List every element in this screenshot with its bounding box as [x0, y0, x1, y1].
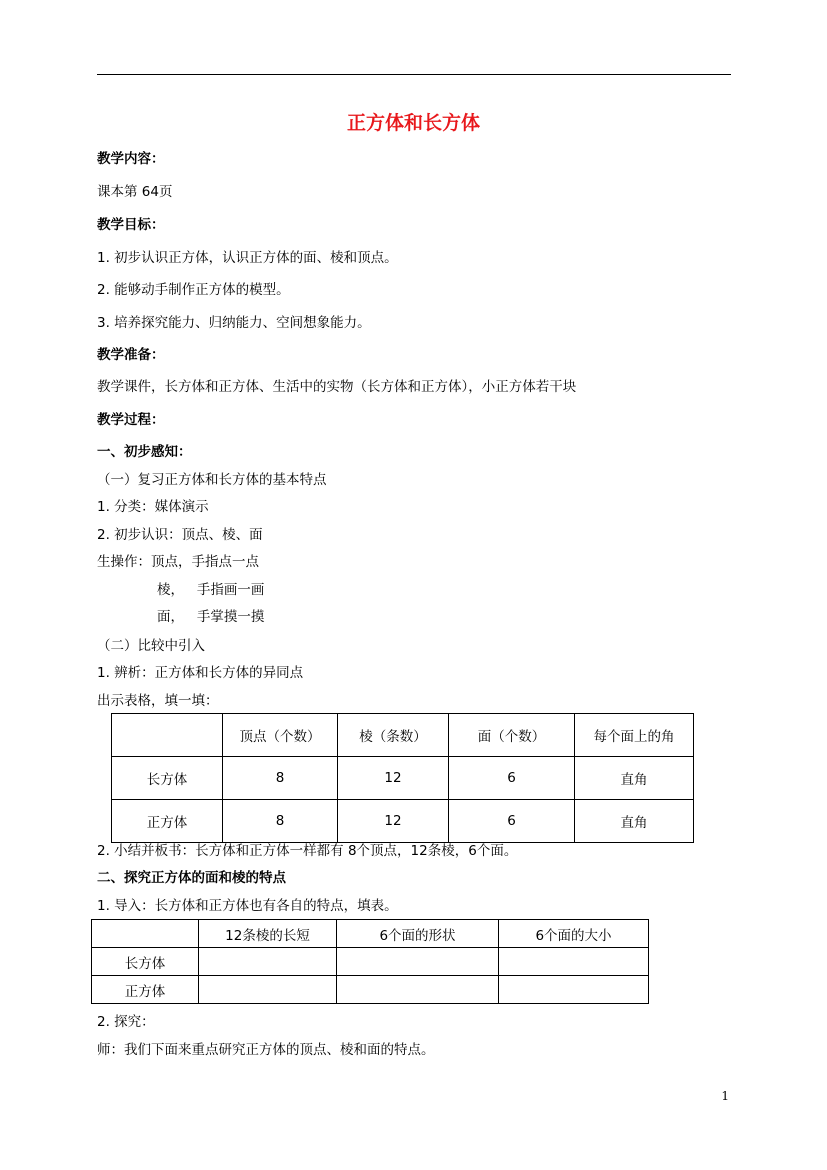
table-cell	[337, 948, 499, 976]
show-table-text: 出示表格，填一填：	[97, 693, 219, 709]
table-row	[112, 800, 694, 843]
table-row	[112, 757, 694, 800]
table-cell: 6	[449, 800, 575, 843]
table-header-cell	[112, 714, 223, 757]
teacher-text: 师：我们下面来重点研究正方体的顶点、棱和面的特点。	[97, 1042, 435, 1058]
content-text: 课本第 64页	[97, 184, 173, 200]
table-cell	[199, 948, 337, 976]
table-cell: 直角	[575, 757, 694, 800]
heading-goal: 教学目标：	[97, 217, 165, 233]
summary-text: 2. 小结并板书：长方体和正方体一样都有 8个顶点，12条棱，6个面。	[97, 843, 518, 859]
table-cell	[499, 976, 649, 1004]
table-cell	[199, 976, 337, 1004]
table-cell: 正方体	[112, 800, 223, 843]
table-cell: 8	[223, 757, 338, 800]
subsection-1: （一）复习正方体和长方体的基本特点	[97, 472, 327, 488]
heading-part1: 一、初步感知：	[97, 444, 192, 460]
step-1: 1. 分类：媒体演示	[97, 499, 209, 515]
table-cell: 正方体	[92, 976, 199, 1004]
table-header-cell: 棱（条数）	[338, 714, 449, 757]
step-2: 2. 初步认识：顶点、棱、面	[97, 527, 263, 543]
table-header-cell: 顶点（个数）	[223, 714, 338, 757]
operation-edge: 棱， 手指画一画	[157, 582, 265, 598]
table-header-cell: 每个面上的角	[575, 714, 694, 757]
table-header-cell: 6个面的大小	[499, 920, 649, 948]
table-cell: 长方体	[92, 948, 199, 976]
table-cell: 12	[338, 800, 449, 843]
intro-text: 1. 导入：长方体和正方体也有各自的特点，填表。	[97, 898, 398, 914]
explore-text: 2. 探究：	[97, 1014, 155, 1030]
table-header-cell: 面（个数）	[449, 714, 575, 757]
header-rule	[97, 74, 731, 75]
step-compare: 1. 辨析：正方体和长方体的异同点	[97, 665, 304, 681]
comparison-table	[111, 713, 694, 843]
table-cell: 直角	[575, 800, 694, 843]
table-cell: 8	[223, 800, 338, 843]
prep-text: 教学课件，长方体和正方体、生活中的实物（长方体和正方体），小正方体若干块	[97, 379, 577, 395]
table-row	[92, 976, 649, 1004]
table-header-row	[112, 714, 694, 757]
heading-content: 教学内容：	[97, 151, 165, 167]
table-cell	[337, 976, 499, 1004]
table-cell: 6	[449, 757, 575, 800]
page-title: 正方体和长方体	[346, 112, 480, 134]
page-number: 1	[721, 1089, 729, 1103]
table-cell	[499, 948, 649, 976]
goal-1: 1. 初步认识正方体，认识正方体的面、棱和顶点。	[97, 250, 398, 266]
operation-vertex: 生操作：顶点，手指点一点	[97, 554, 259, 570]
subsection-2: （二）比较中引入	[97, 638, 205, 654]
table-header-cell	[92, 920, 199, 948]
operation-face: 面， 手掌摸一摸	[157, 609, 265, 625]
table-cell: 12	[338, 757, 449, 800]
goal-2: 2. 能够动手制作正方体的模型。	[97, 282, 290, 298]
table-cell: 长方体	[112, 757, 223, 800]
table-header-cell: 12条棱的长短	[199, 920, 337, 948]
table-header-cell: 6个面的形状	[337, 920, 499, 948]
goal-3: 3. 培养探究能力、归纳能力、空间想象能力。	[97, 315, 371, 331]
features-table	[91, 919, 649, 1004]
table-header-row	[92, 920, 649, 948]
heading-process: 教学过程：	[97, 412, 165, 428]
heading-prep: 教学准备：	[97, 347, 165, 363]
heading-part2: 二、探究正方体的面和棱的特点	[97, 870, 286, 886]
table-row	[92, 948, 649, 976]
